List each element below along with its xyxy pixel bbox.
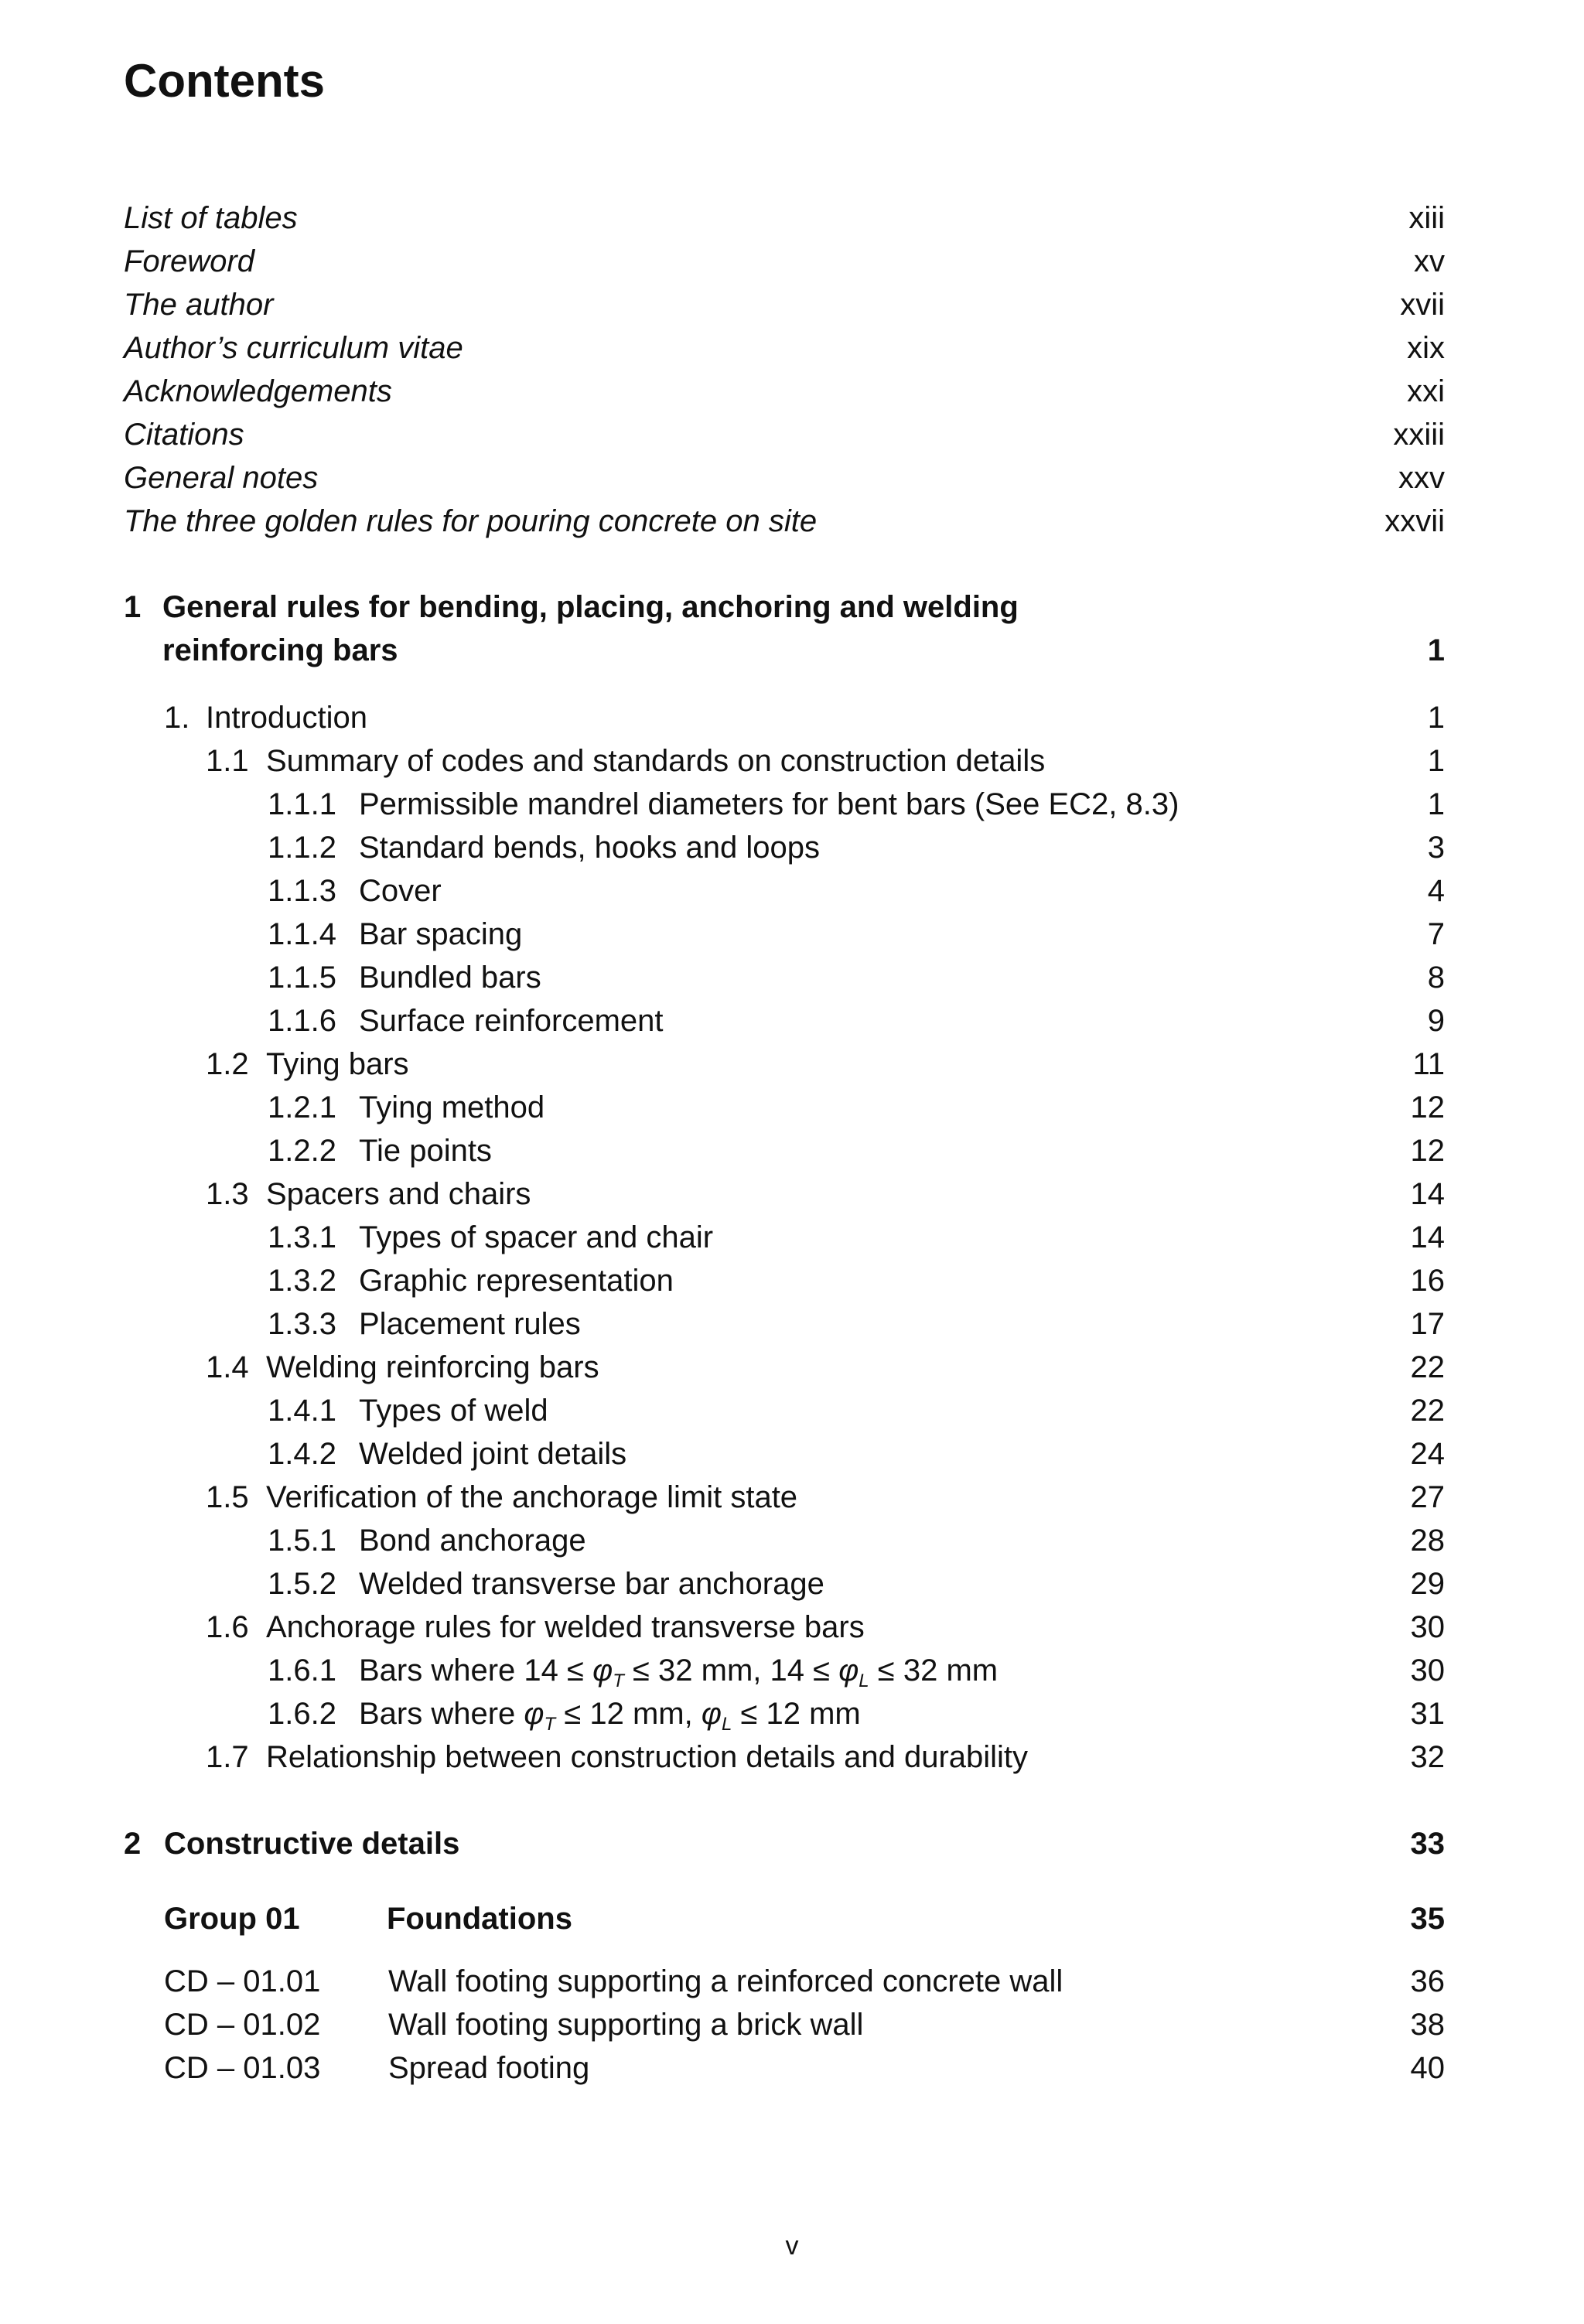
subsection-number: 1.1.2	[268, 831, 336, 865]
subsection-page: 8	[1427, 961, 1445, 995]
subsection-title: Bond anchorage	[359, 1524, 586, 1558]
subsection-page: 16	[1410, 1264, 1445, 1298]
cd-page: 38	[1410, 2008, 1445, 2042]
subscript-l: L	[721, 1714, 732, 1735]
section-number: 1.1	[206, 744, 249, 778]
formula-text: ≤ 32 mm, 14 ≤	[632, 1653, 839, 1688]
toc-entry-title: The author	[124, 288, 274, 322]
group-title: Foundations	[387, 1902, 572, 1936]
subsection-title: Types of weld	[359, 1394, 548, 1428]
subsection-number: 1.1.5	[268, 961, 336, 995]
subsection-title: Permissible mandrel diameters for bent bars (See EC2, 8.3)	[359, 787, 1179, 821]
phi-symbol: φ	[524, 1697, 544, 1731]
cd-page: 40	[1410, 2051, 1445, 2085]
section-title: Anchorage rules for welded transverse bars	[266, 1610, 865, 1644]
section-number: 1.3	[206, 1177, 249, 1211]
toc-entry-page: xxvii	[1384, 504, 1445, 538]
cd-code: CD – 01.03	[164, 2051, 321, 2085]
chapter-page: 33	[1410, 1827, 1445, 1861]
formula-text: Bars where	[359, 1697, 524, 1731]
subsection-title: Welded transverse bar anchorage	[359, 1567, 824, 1601]
subsection-page: 28	[1410, 1524, 1445, 1558]
page-title: Contents	[124, 55, 325, 107]
chapter-number: 2	[124, 1827, 142, 1861]
toc-entry-page: xxv	[1398, 461, 1445, 495]
subsection-title: Bar spacing	[359, 917, 523, 951]
phi-symbol: φ	[701, 1697, 722, 1731]
subsection-number: 1.2.1	[268, 1090, 336, 1124]
subsection-page: 17	[1410, 1307, 1445, 1341]
section-number: 1.6	[206, 1610, 249, 1644]
chapter-title: General rules for bending, placing, anchoring and welding	[162, 590, 1019, 624]
cd-title: Spread footing	[388, 2051, 590, 2085]
toc-entry-title: Acknowledgements	[124, 374, 392, 408]
toc-entry-page: xv	[1414, 244, 1445, 278]
subsection-page: 30	[1410, 1653, 1445, 1688]
toc-entry-title: The three golden rules for pouring concrete on site	[124, 504, 818, 538]
subsection-title: Standard bends, hooks and loops	[359, 831, 820, 865]
subscript-l: L	[859, 1670, 869, 1691]
subsection-number: 1.3.2	[268, 1264, 336, 1298]
toc-entry-title: List of tables	[124, 201, 298, 235]
section-number: 1.	[164, 701, 190, 735]
subsection-number: 1.5.1	[268, 1524, 336, 1558]
subsection-page: 12	[1410, 1134, 1445, 1168]
chapter-number: 1	[124, 590, 142, 624]
formula-text: ≤ 12 mm,	[564, 1697, 702, 1731]
section-title: Verification of the anchorage limit state	[266, 1480, 798, 1514]
toc-entry-title: General notes	[124, 461, 319, 495]
toc-entry-page: xxiii	[1393, 418, 1445, 452]
subsection-number: 1.1.6	[268, 1004, 336, 1038]
subsection-number: 1.1.1	[268, 787, 336, 821]
section-number: 1.5	[206, 1480, 249, 1514]
phi-symbol: φ	[592, 1653, 613, 1688]
group-label: Group 01	[164, 1902, 300, 1936]
subscript-t: T	[544, 1714, 556, 1735]
toc-entry-page: xix	[1407, 331, 1445, 365]
chapter-title-continued: reinforcing bars	[162, 633, 398, 667]
subsection-title: Welded joint details	[359, 1437, 627, 1471]
subsection-title: Tying method	[359, 1090, 545, 1124]
subsection-number: 1.4.2	[268, 1437, 336, 1471]
subsection-number: 1.3.1	[268, 1220, 336, 1254]
subsection-title: Graphic representation	[359, 1264, 674, 1298]
subsection-title: Placement rules	[359, 1307, 581, 1341]
subsection-page: 4	[1427, 874, 1445, 908]
subsection-page: 22	[1410, 1394, 1445, 1428]
formula-text: Bars where 14 ≤	[359, 1653, 593, 1688]
section-number: 1.7	[206, 1740, 249, 1774]
section-title: Summary of codes and standards on construction details	[266, 744, 1046, 778]
section-page: 30	[1410, 1610, 1445, 1644]
section-title: Relationship between construction details and durability	[266, 1740, 1029, 1774]
subsection-title: Bundled bars	[359, 961, 541, 995]
cd-code: CD – 01.01	[164, 1964, 321, 1998]
subsection-page: 3	[1427, 831, 1445, 865]
subsection-page: 1	[1427, 787, 1445, 821]
section-number: 1.4	[206, 1350, 249, 1384]
toc-entry-title: Foreword	[124, 244, 254, 278]
phi-symbol: φ	[838, 1653, 859, 1688]
cd-title: Wall footing supporting a brick wall	[388, 2008, 864, 2042]
section-page: 1	[1427, 744, 1445, 778]
toc-entry-page: xvii	[1400, 288, 1445, 322]
toc-entry-page: xiii	[1408, 201, 1445, 235]
subsection-page: 14	[1410, 1220, 1445, 1254]
subsection-number: 1.4.1	[268, 1394, 336, 1428]
subsection-title: Tie points	[359, 1134, 492, 1168]
subsection-number: 1.2.2	[268, 1134, 336, 1168]
section-page: 11	[1412, 1047, 1445, 1081]
subsection-number: 1.5.2	[268, 1567, 336, 1601]
section-title: Welding reinforcing bars	[266, 1350, 599, 1384]
section-page: 1	[1427, 701, 1445, 735]
subsection-number: 1.1.3	[268, 874, 336, 908]
subsection-number: 1.1.4	[268, 917, 336, 951]
chapter-title: Constructive details	[164, 1827, 460, 1861]
subsection-page: 12	[1410, 1090, 1445, 1124]
toc-entry-title: Author’s curriculum vitae	[124, 331, 463, 365]
section-page: 27	[1410, 1480, 1445, 1514]
subscript-t: T	[613, 1670, 624, 1691]
subsection-number: 1.3.3	[268, 1307, 336, 1341]
group-page: 35	[1410, 1902, 1445, 1936]
subsection-title-formula	[359, 1695, 861, 1735]
subsection-title: Types of spacer and chair	[359, 1220, 714, 1254]
subsection-page: 7	[1427, 917, 1445, 951]
section-title: Tying bars	[266, 1047, 409, 1081]
page-number: v	[785, 2231, 799, 2261]
cd-title: Wall footing supporting a reinforced concrete wall	[388, 1964, 1063, 1998]
subsection-title: Cover	[359, 874, 442, 908]
subsection-title-formula	[359, 1652, 998, 1689]
chapter-page: 1	[1427, 633, 1445, 667]
cd-code: CD – 01.02	[164, 2008, 321, 2042]
section-number: 1.2	[206, 1047, 249, 1081]
cd-page: 36	[1410, 1964, 1445, 1998]
section-title: Spacers and chairs	[266, 1177, 531, 1211]
section-title: Introduction	[206, 701, 368, 735]
subsection-page: 24	[1410, 1437, 1445, 1471]
subsection-number: 1.6.2	[268, 1697, 336, 1731]
section-page: 32	[1410, 1740, 1445, 1774]
toc-entry-title: Citations	[124, 418, 244, 452]
toc-entry-page: xxi	[1407, 374, 1445, 408]
formula-text: ≤ 32 mm	[877, 1653, 999, 1688]
section-page: 14	[1410, 1177, 1445, 1211]
section-page: 22	[1410, 1350, 1445, 1384]
subsection-page: 31	[1410, 1697, 1445, 1731]
subsection-page: 29	[1410, 1567, 1445, 1601]
subsection-page: 9	[1427, 1004, 1445, 1038]
subsection-title: Surface reinforcement	[359, 1004, 664, 1038]
formula-text: ≤ 12 mm	[740, 1697, 861, 1731]
subsection-number: 1.6.1	[268, 1653, 336, 1688]
